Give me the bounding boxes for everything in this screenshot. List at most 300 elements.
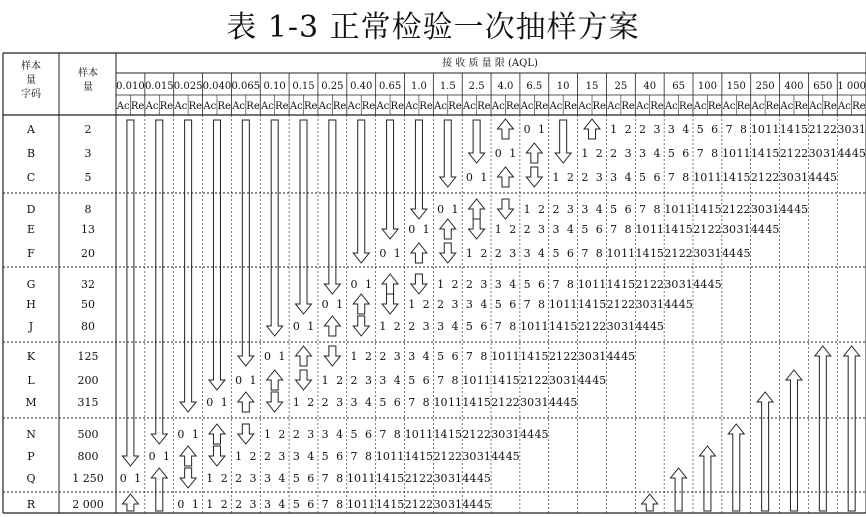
re-value: 22 <box>678 247 693 260</box>
up-arrow-icon <box>209 424 225 444</box>
ac-value: 2 <box>408 320 416 333</box>
re-value: 8 <box>336 498 344 511</box>
re-label: Re <box>448 101 462 112</box>
ac-value: 44 <box>491 450 506 463</box>
down-arrow-icon <box>324 120 340 294</box>
re-value: 6 <box>307 472 315 485</box>
re-value: 1 <box>191 498 199 511</box>
ac-value: 3 <box>437 320 445 333</box>
ac-label: Ac <box>578 101 592 112</box>
re-value: 3 <box>595 171 603 184</box>
ac-value: 14 <box>520 350 535 363</box>
re-value: 22 <box>823 123 838 136</box>
up-arrow-icon <box>584 119 600 139</box>
up-arrow-icon <box>671 468 687 511</box>
re-value: 11 <box>649 223 664 236</box>
ac-value: 3 <box>667 123 675 136</box>
ac-value: 5 <box>350 428 358 441</box>
re-value: 8 <box>566 278 574 291</box>
ac-value: 30 <box>433 472 448 485</box>
re-value: 6 <box>451 350 459 363</box>
ac-label: Ac <box>520 101 534 112</box>
ac-value: 2 <box>350 374 358 387</box>
re-value: 45 <box>851 147 866 160</box>
ac-value: 3 <box>321 428 329 441</box>
ac-value: 0 <box>465 171 473 184</box>
re-value: 6 <box>682 147 690 160</box>
ac-label: Ac <box>174 101 188 112</box>
ac-value: 21 <box>462 428 477 441</box>
ac-value: 5 <box>639 171 647 184</box>
ac-value: 7 <box>696 147 704 160</box>
re-value: 15 <box>563 320 578 333</box>
ac-value: 5 <box>292 498 300 511</box>
re-value: 2 <box>336 374 344 387</box>
ac-value: 44 <box>722 247 737 260</box>
re-value: 6 <box>711 123 719 136</box>
ac-value: 21 <box>433 450 448 463</box>
ac-value: 3 <box>639 147 647 160</box>
ac-value: 1 <box>494 223 502 236</box>
ac-value: 5 <box>667 147 675 160</box>
ac-value: 2 <box>235 498 243 511</box>
re-value: 15 <box>736 171 751 184</box>
ac-label: Ac <box>751 101 765 112</box>
ac-value: 2 <box>465 278 473 291</box>
aql-value: 10 <box>556 81 570 92</box>
ac-value: 14 <box>750 147 765 160</box>
re-value: 45 <box>707 278 722 291</box>
ac-label: Ac <box>838 101 851 112</box>
re-label: Re <box>217 101 231 112</box>
up-arrow-icon <box>786 370 802 511</box>
re-value: 3 <box>451 298 459 311</box>
code-and-size-columns <box>25 123 103 511</box>
ac-value: 30 <box>837 123 852 136</box>
re-value: 22 <box>649 278 664 291</box>
down-arrow-icon <box>180 468 196 488</box>
re-value: 4 <box>566 223 574 236</box>
down-arrow-icon <box>382 120 398 239</box>
aql-value: 1.0 <box>410 81 427 92</box>
re-value: 8 <box>682 171 690 184</box>
re-value: 22 <box>707 223 722 236</box>
re-value: 11 <box>361 472 376 485</box>
re-value: 3 <box>364 374 372 387</box>
ac-value: 14 <box>664 223 679 236</box>
down-arrow-icon <box>296 370 312 390</box>
re-value: 3 <box>307 428 315 441</box>
ac-value: 44 <box>548 396 563 409</box>
re-value: 1 <box>480 171 488 184</box>
re-value: 22 <box>419 498 434 511</box>
re-value: 31 <box>621 320 636 333</box>
ac-value: 14 <box>375 472 390 485</box>
ac-value: 5 <box>610 203 618 216</box>
re-label: Re <box>390 101 405 112</box>
ac-value: 1 <box>408 298 416 311</box>
ac-value: 2 <box>552 203 560 216</box>
re-value: 15 <box>419 450 434 463</box>
ac-value: 44 <box>462 498 477 511</box>
down-arrow-icon <box>267 392 283 412</box>
ac-value: 0 <box>119 472 127 485</box>
down-arrow-icon <box>353 120 369 263</box>
re-value: 11 <box>476 374 491 387</box>
ac-value: 44 <box>808 171 823 184</box>
up-arrow-icon <box>526 143 542 163</box>
ac-value: 7 <box>725 123 733 136</box>
ac-label: Ac <box>145 101 159 112</box>
down-arrow-icon <box>440 120 456 187</box>
ac-value: 7 <box>581 247 589 260</box>
ac-value: 10 <box>491 350 506 363</box>
sample-size-header: 样本量 <box>78 68 98 93</box>
ac-value: 10 <box>347 472 362 485</box>
down-arrow-icon <box>353 316 369 336</box>
ac-value: 10 <box>520 320 535 333</box>
sample-code-letter: F <box>27 247 35 260</box>
down-arrow-icon <box>238 424 254 444</box>
re-value: 4 <box>480 298 488 311</box>
re-value: 4 <box>624 171 632 184</box>
aql-value: 0.015 <box>144 81 174 92</box>
sample-code-letter: B <box>26 147 36 160</box>
ac-value: 14 <box>375 498 390 511</box>
re-value: 31 <box>794 171 809 184</box>
ac-value: 7 <box>350 450 358 463</box>
ac-value: 3 <box>523 247 531 260</box>
re-value: 11 <box>765 123 780 136</box>
re-value: 8 <box>595 247 603 260</box>
ac-label: Ac <box>318 101 332 112</box>
re-label: Re <box>823 101 837 112</box>
down-arrow-icon <box>440 243 456 263</box>
re-value: 4 <box>364 396 372 409</box>
re-value: 6 <box>624 203 632 216</box>
re-label: Re <box>275 101 289 112</box>
table-title: 表 1-3 正常检验一次抽样方案 <box>226 10 640 45</box>
down-arrow-icon <box>209 446 225 466</box>
re-value: 22 <box>505 396 520 409</box>
ac-value: 0 <box>148 450 156 463</box>
sample-code-letter: N <box>26 428 36 441</box>
re-value: 2 <box>278 428 286 441</box>
up-arrow-icon <box>497 119 513 139</box>
ac-value: 5 <box>552 247 560 260</box>
ac-value: 14 <box>635 247 650 260</box>
ac-value: 21 <box>404 472 419 485</box>
re-value: 2 <box>364 350 372 363</box>
ac-value: 1 <box>465 247 473 260</box>
ac-value: 2 <box>494 247 502 260</box>
re-value: 4 <box>278 472 286 485</box>
re-label: Re <box>477 101 491 112</box>
up-arrow-icon <box>180 446 196 466</box>
down-arrow-icon <box>122 120 138 466</box>
re-label: Re <box>679 101 693 112</box>
aql-value: 2.5 <box>468 81 485 92</box>
ac-value: 2 <box>639 123 647 136</box>
up-arrow-icon <box>844 346 860 511</box>
ac-value: 14 <box>577 298 592 311</box>
ac-value: 30 <box>548 374 563 387</box>
aql-header: 接 收 质 量 限 (AQL) <box>442 58 538 69</box>
ac-value: 5 <box>494 298 502 311</box>
down-arrow-icon <box>469 219 485 239</box>
ac-value: 3 <box>581 203 589 216</box>
ac-value: 0 <box>263 350 271 363</box>
ac-value: 1 <box>523 203 531 216</box>
re-value: 8 <box>739 123 747 136</box>
ac-value: 44 <box>779 203 794 216</box>
ac-value: 1 <box>263 428 271 441</box>
sample-code-letter: R <box>26 498 36 511</box>
ac-value: 7 <box>552 278 560 291</box>
re-value: 11 <box>592 278 607 291</box>
re-value: 22 <box>765 171 780 184</box>
aql-value: 1.5 <box>439 81 456 92</box>
ac-value: 10 <box>693 171 708 184</box>
ac-value: 10 <box>750 123 765 136</box>
up-arrow-icon <box>411 243 427 263</box>
re-label: Re <box>130 101 145 112</box>
re-value: 45 <box>534 428 549 441</box>
down-arrow-icon <box>267 120 283 336</box>
up-arrow-icon <box>382 274 398 294</box>
re-label: Re <box>736 101 751 112</box>
aql-value: 4.0 <box>497 81 514 92</box>
ac-value: 3 <box>379 374 387 387</box>
ac-label: Ac <box>203 101 217 112</box>
re-value: 45 <box>765 223 780 236</box>
ac-value: 30 <box>779 171 794 184</box>
ac-value: 1 <box>350 350 358 363</box>
re-value: 31 <box>707 247 722 260</box>
re-value: 45 <box>794 203 809 216</box>
aql-value: 25 <box>614 81 628 92</box>
down-arrow-icon <box>209 120 225 390</box>
up-arrow-icon <box>757 392 773 511</box>
ac-label: Ac <box>809 101 823 112</box>
ac-value: 14 <box>462 396 477 409</box>
re-value: 11 <box>707 171 722 184</box>
sample-size: 2 000 <box>72 498 104 511</box>
up-arrow-icon <box>699 446 715 511</box>
ac-value: 14 <box>548 320 563 333</box>
up-arrow-icon <box>728 424 744 511</box>
ac-value: 21 <box>750 171 765 184</box>
re-value: 15 <box>678 223 693 236</box>
ac-value: 3 <box>263 472 271 485</box>
re-label: Re <box>592 101 606 112</box>
re-value: 15 <box>534 350 549 363</box>
ac-value: 0 <box>379 247 387 260</box>
ac-value: 2 <box>263 450 271 463</box>
aql-value: 65 <box>672 81 685 92</box>
re-value: 11 <box>361 498 376 511</box>
down-arrow-icon <box>497 199 513 219</box>
re-label: Re <box>361 101 376 112</box>
sample-size: 200 <box>77 374 99 387</box>
table-header <box>21 56 538 100</box>
re-value: 15 <box>765 147 780 160</box>
ac-value: 10 <box>722 147 737 160</box>
sample-code-letter: M <box>25 396 37 409</box>
re-value: 15 <box>794 123 809 136</box>
aql-value: 1 000 <box>837 81 866 92</box>
re-value: 1 <box>191 428 199 441</box>
re-value: 6 <box>364 428 372 441</box>
re-value: 8 <box>364 450 372 463</box>
re-value: 15 <box>707 203 722 216</box>
re-value: 2 <box>509 223 517 236</box>
re-value: 6 <box>653 171 661 184</box>
aql-value: 0.25 <box>321 81 344 92</box>
ac-label: Ac <box>636 101 649 112</box>
ac-label: Ac <box>261 101 274 112</box>
re-value: 11 <box>678 203 693 216</box>
ac-value: 0 <box>177 498 185 511</box>
ac-value: 0 <box>437 203 445 216</box>
re-value: 31 <box>505 428 520 441</box>
ac-value: 0 <box>523 123 531 136</box>
re-value: 15 <box>476 396 491 409</box>
down-arrow-icon <box>180 120 196 412</box>
re-value: 22 <box>736 203 751 216</box>
ac-value: 2 <box>610 147 618 160</box>
aql-value: 0.65 <box>378 81 402 92</box>
ac-value: 21 <box>693 223 708 236</box>
re-value: 1 <box>220 396 228 409</box>
re-label: Re <box>707 101 722 112</box>
re-value: 45 <box>621 350 636 363</box>
re-value: 1 <box>249 374 257 387</box>
aql-value: 15 <box>585 81 599 92</box>
ac-value: 5 <box>292 472 300 485</box>
ac-value: 7 <box>437 374 445 387</box>
re-value: 2 <box>451 278 459 291</box>
ac-label: Ac <box>232 101 246 112</box>
aql-value: 0.40 <box>350 81 373 92</box>
re-label: Re <box>534 101 549 112</box>
re-value: 2 <box>595 147 603 160</box>
code-header: 样本量字码 <box>21 61 41 100</box>
down-arrow-icon <box>324 346 340 366</box>
re-value: 8 <box>422 396 430 409</box>
ac-value: 21 <box>722 203 737 216</box>
ac-value: 30 <box>722 223 737 236</box>
sample-size: 50 <box>81 298 95 311</box>
re-value: 6 <box>393 396 401 409</box>
ac-value: 10 <box>462 374 477 387</box>
ac-label: Ac <box>607 101 621 112</box>
ac-value: 1 <box>206 498 214 511</box>
re-value: 4 <box>278 498 286 511</box>
re-value: 11 <box>534 320 549 333</box>
ac-value: 44 <box>462 472 477 485</box>
re-value: 11 <box>563 298 578 311</box>
re-value: 4 <box>595 203 603 216</box>
ac-value: 30 <box>520 396 535 409</box>
ac-value: 44 <box>606 350 621 363</box>
re-value: 3 <box>653 123 661 136</box>
sample-code-letter: P <box>27 450 35 463</box>
ac-value: 44 <box>520 428 535 441</box>
ac-value: 7 <box>610 223 618 236</box>
ac-value: 10 <box>375 450 390 463</box>
re-value: 22 <box>534 374 549 387</box>
aql-value: 400 <box>784 81 804 92</box>
down-arrow-icon <box>238 120 254 366</box>
sample-code-letter: L <box>27 374 35 387</box>
up-arrow-icon <box>151 468 167 511</box>
re-value: 2 <box>480 247 488 260</box>
re-value: 45 <box>678 298 693 311</box>
ac-value: 44 <box>635 320 650 333</box>
sample-size: 315 <box>77 396 99 409</box>
ac-value: 30 <box>693 247 708 260</box>
ac-value: 7 <box>408 396 416 409</box>
ac-value: 0 <box>408 223 416 236</box>
re-value: 22 <box>621 298 636 311</box>
re-value: 6 <box>307 498 315 511</box>
up-arrow-icon <box>296 346 312 366</box>
re-value: 31 <box>447 498 462 511</box>
re-value: 11 <box>621 247 636 260</box>
ac-label: Ac <box>722 101 736 112</box>
ac-value: 7 <box>639 203 647 216</box>
ac-label: Ac <box>549 101 563 112</box>
re-value: 8 <box>509 320 517 333</box>
aql-value: 0.040 <box>202 81 232 92</box>
ac-value: 5 <box>408 374 416 387</box>
ac-value: 30 <box>635 298 650 311</box>
re-value: 15 <box>505 374 520 387</box>
ac-value: 14 <box>433 428 448 441</box>
re-value: 31 <box>592 350 607 363</box>
ac-value: 3 <box>292 450 300 463</box>
re-label: Re <box>794 101 808 112</box>
sample-code-letter: D <box>26 203 36 216</box>
re-value: 1 <box>278 350 286 363</box>
re-value: 15 <box>592 298 607 311</box>
re-value: 45 <box>476 472 491 485</box>
ac-value: 7 <box>379 428 387 441</box>
ac-value: 0 <box>292 320 300 333</box>
re-value: 15 <box>447 428 462 441</box>
ac-value: 2 <box>321 396 329 409</box>
re-value: 2 <box>538 203 546 216</box>
ac-value: 10 <box>347 498 362 511</box>
down-arrow-icon <box>296 120 312 314</box>
ac-value: 30 <box>577 350 592 363</box>
ac-value: 10 <box>664 203 679 216</box>
ac-value: 21 <box>606 298 621 311</box>
aql-value: 0.010 <box>116 81 145 92</box>
re-value: 3 <box>278 450 286 463</box>
sample-size: 125 <box>77 350 99 363</box>
re-value: 3 <box>480 278 488 291</box>
ac-value: 44 <box>693 278 708 291</box>
sample-code-letter: A <box>27 123 35 136</box>
re-value: 8 <box>480 350 488 363</box>
ac-value: 2 <box>581 171 589 184</box>
ac-value: 14 <box>722 171 737 184</box>
re-value: 3 <box>336 396 344 409</box>
ac-label: Ac <box>780 101 794 112</box>
re-value: 3 <box>624 147 632 160</box>
